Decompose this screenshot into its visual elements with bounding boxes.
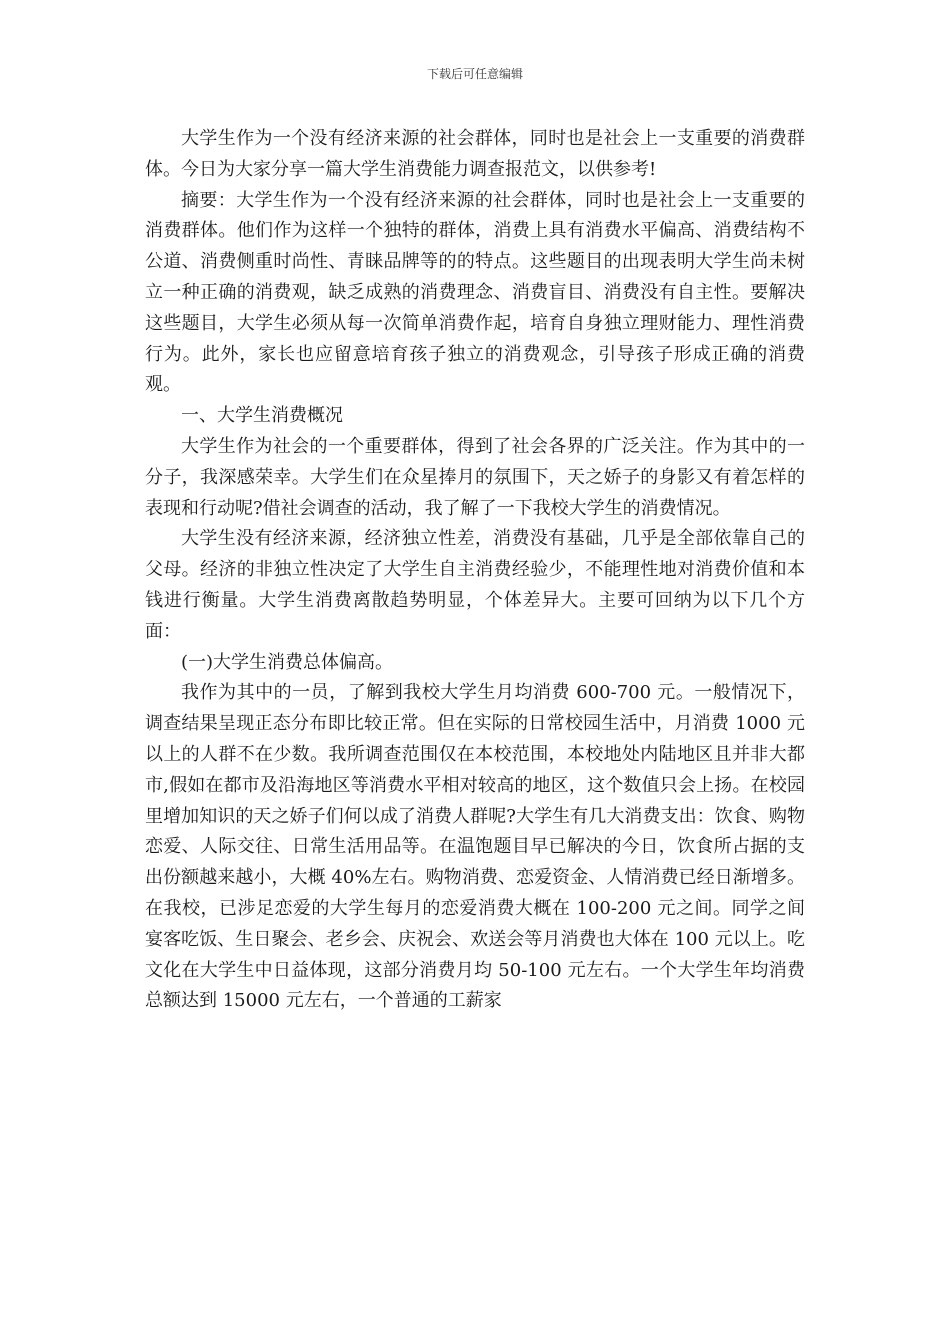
section-heading: 一、大学生消费概况 [181,405,343,427]
subsection-heading: (一)大学生消费总体偏高。 [181,651,394,673]
body-paragraph: 我作为其中的一员，了解到我校大学生月均消费 600-700 元。一般情况下，调查结果呈现正态分布即比较正常。但在实际的日常校园生活中，月消费 1000 元以上的人群不在少数。我所调查范围仅在本校范围，本校地处内陆地区且并非大都市,假如在都市及沿海地区等消费水平相对较高的地区，这个数值只会上扬。在校园里增加知识的天之娇子们何以成了消费人群呢?大学生有几大消费支出：饮食、购物恋爱、人际交往、日常生活用品等。在温饱题目早已解决的今日，饮食所占据的支出份额越来越小，大概 40%左右。购物消费、恋爱资金、人情消费已经日渐增多。在我校，已涉足恋爱的大学生每月的恋爱消费大概在 100-200 元之间。同学之间宴客吃饭、生日聚会、老乡会、庆祝会、欢送会等月消费也大体在 100 元以上。吃文化在大学生中日益体现，这部分消费月均 50-100 元左右。一个大学生年均消费总额达到 15000 元左右，一个普通的工薪家 [145,682,805,1012]
abstract-paragraph: 摘要：大学生作为一个没有经济来源的社会群体，同时也是社会上一支重要的消费群体。他们作为这样一个独特的群体，消费上具有消费水平偏高、消费结构不公道、消费侧重时尚性、青睐品牌等的的特点。这些题目的出现表明大学生尚未树立一种正确的消费观，缺乏成熟的消费理念、消费盲目、消费没有自主性。要解决这些题目，大学生必须从每一次简单消费作起，培育自身独立理财能力、理性消费行为。此外，家长也应留意培育孩子独立的消费观念，引导孩子形成正确的消费观。 [145,189,805,396]
body-paragraph: 大学生作为社会的一个重要群体，得到了社会各界的广泛关注。作为其中的一分子，我深感荣幸。大学生们在众星捧月的氛围下，天之娇子的身影又有着怎样的表现和行动呢?借社会调查的活动，我了解了一下我校大学生的消费情况。 [145,435,805,519]
document-body [145,124,805,1017]
page-header: 下载后可任意编辑 [426,67,523,81]
intro-paragraph: 大学生作为一个没有经济来源的社会群体，同时也是社会上一支重要的消费群体。今日为大家分享一篇大学生消费能力调查报范文，以供参考! [145,128,805,180]
body-paragraph: 大学生没有经济来源，经济独立性差，消费没有基础，几乎是全部依靠自己的父母。经济的非独立性决定了大学生自主消费经验少，不能理性地对消费价值和本钱进行衡量。大学生消费离散趋势明显，个体差异大。主要可回纳为以下几个方面： [145,528,805,642]
